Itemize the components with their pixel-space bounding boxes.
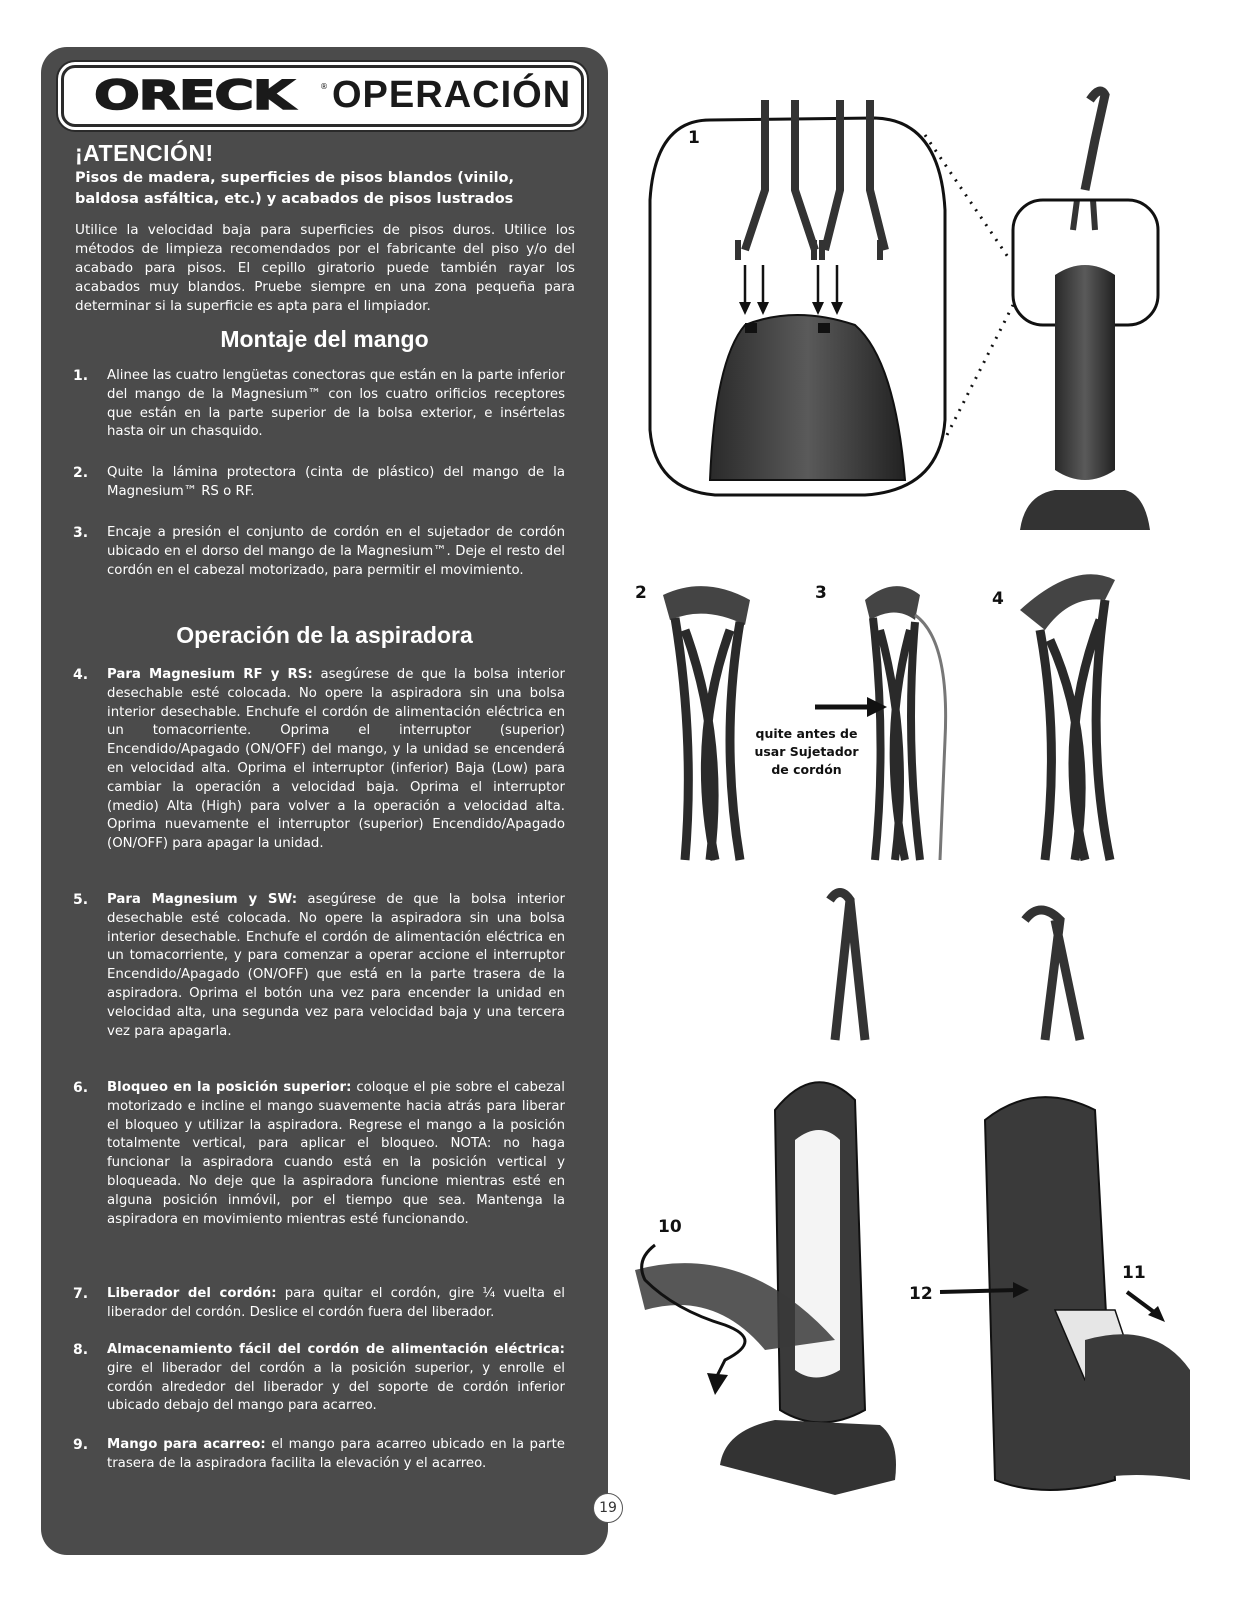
figure-label-2: 2 [635, 583, 647, 603]
step-5 [73, 891, 573, 1041]
step-body: asegúrese de que la bolsa interior desechable esté colocada. No opere la aspiradora sin una bolsa interior desechable. Enchufe el cordón de alimentación eléctrica en un tomacorriente. Oprima el interruptor (superior) Encendido/Apagado (ON/OFF) del mango, y la unidad se encenderá en velocidad alta. Oprima el interruptor (inferior) Baja (Low) para cambiar la operación a velocidad baja. Oprima el interruptor (medio) Alta (High) para volver a la operación a velocidad alta. Oprima nuevamente el interruptor (superior) Encendido/Apagado (ON/OFF) para apagar la unidad. [107, 667, 565, 852]
attention-subtitle: Pisos de madera, superficies de pisos blandos (vinilo, baldosa asfáltica, etc.) y acabados de pisos lustrados [75, 170, 515, 207]
step-lead: Para Magnesium y SW: [107, 892, 298, 907]
step-number: 7. [73, 1286, 89, 1302]
step-2 [73, 464, 573, 502]
step-text: Alinee las cuatro lengüetas conectoras que están en la parte inferior del mango de la Magnesium™ con los cuatro orificios receptores que están en la parte superior de la bolsa exterior, e insértelas hasta oir un chasquido. [107, 368, 565, 440]
step-1 [73, 367, 573, 442]
zoom-connector [947, 305, 1013, 435]
step-body: gire el liberador del cordón a la posición superior, y enrolle el cordón alrededor del liberador y del soporte de cordón inferior ubicado debajo del mango para acarreo. [107, 1360, 565, 1414]
figure-label-10: 10 [658, 1217, 682, 1237]
vacuum-open-bag [940, 910, 1190, 1490]
step-lead: Para Magnesium RF y RS: [107, 667, 313, 682]
illustrations [615, 40, 1220, 1520]
step-body: para quitar el cordón, gire ¼ vuelta el liberador del cordón. Deslice el cordón fuera del liberador. [107, 1286, 565, 1320]
instructions-panel [41, 47, 608, 1555]
cord-clip-callout: quite antes de usar Sujetador de cordón [754, 726, 859, 777]
step-7 [73, 1285, 573, 1323]
step-number: 8. [73, 1342, 89, 1358]
assembly-heading: Montaje del mango [220, 326, 429, 352]
registered-mark: ® [320, 82, 328, 91]
step-3 [73, 524, 573, 580]
step-text [107, 1436, 565, 1474]
step-number: 9. [73, 1437, 89, 1453]
figure-label-1: 1 [688, 128, 700, 148]
figure-3-handle [815, 586, 946, 860]
step-lead: Mango para acarreo: [107, 1437, 266, 1452]
step-text [107, 1285, 565, 1323]
step-number: 5. [73, 892, 89, 908]
step-number: 4. [73, 667, 89, 683]
step-text [107, 1341, 565, 1416]
figure-4-handle [1020, 574, 1115, 860]
step-lead: Bloqueo en la posición superior: [107, 1080, 352, 1095]
title-banner [61, 65, 584, 127]
step-text: Quite la lámina protectora (cinta de plástico) del mango de la Magnesium™ RS o RF. [107, 465, 565, 499]
figure-label-3: 3 [815, 583, 827, 603]
operation-heading: Operación de la aspiradora [176, 622, 473, 648]
step-body: el mango para acarreo ubicado en la parte trasera de la aspiradora facilita la elevación y el acarreo. [107, 1437, 565, 1471]
step-body: asegúrese de que la bolsa interior desechable esté colocada. No opere la aspiradora sin una bolsa interior desechable. Enchufe el cordón de alimentación eléctrica en un tomacorriente, y para comenzar a operar accione el interruptor Encendido/Apagado (ON/OFF) que está en la parte trasera de la aspiradora. Oprima el botón una vez para encender la unidad en velocidad alta, una segunda vez para velocidad baja y una tercera vez para apagarla. [107, 892, 565, 1039]
oreck-logo: ORECK [94, 73, 294, 119]
step-text [107, 666, 565, 854]
step-8 [73, 1341, 573, 1416]
step-lead: Almacenamiento fácil del cordón de alimentación eléctrica: [107, 1342, 565, 1357]
step-number: 6. [73, 1080, 89, 1096]
step-body: coloque el pie sobre el cabezal motorizado e incline el mango suavemente hacia atrás para liberar el bloqueo y utilizar la aspiradora. Regrese el mango a la posición totalmente vertical, para aplicar el bloqueo. NOTA: no haga funcionar la aspiradora cuando está en la posición vertical y bloqueada. No deje que la aspiradora funcione mientras esté en alguna posición inmóvil, por el tiempo que sea. Mantenga la aspiradora en movimiento mientras esté funcionando. [107, 1080, 565, 1227]
attention-body: Utilice la velocidad baja para superficies de pisos duros. Utilice los métodos de limpieza recomendados por el fabricante del piso y/o del acabado para pisos. El cepillo giratorio puede también rayar los acabados muy blandos. Pruebe siempre en una zona pequeña para determinar si la superficie es apta para el limpiador. [75, 222, 575, 314]
figure-2-handle [663, 586, 750, 860]
step-9 [73, 1436, 573, 1474]
page-number: 19 [593, 1493, 623, 1523]
attention-title: ¡ATENCIÓN! [75, 140, 214, 166]
step-number: 2. [73, 465, 89, 481]
figure-label-11: 11 [1122, 1263, 1146, 1283]
page-title: OPERACIÓN [332, 74, 572, 116]
step-text [107, 891, 565, 1041]
figure-label-12: 12 [909, 1284, 933, 1304]
step-number: 1. [73, 368, 89, 384]
step-lead: Liberador del cordón: [107, 1286, 277, 1301]
vacuum-large-reclining [635, 893, 896, 1496]
step-number: 3. [73, 525, 89, 541]
figure-1-detail [650, 100, 945, 495]
step-text: Encaje a presión el conjunto de cordón en el sujetador de cordón ubicado en el dorso del mango de la Magnesium™. Deje el resto del cordón en el cabezal motorizado, para permitir el movimiento. [107, 525, 565, 578]
step-text [107, 1079, 565, 1229]
step-6 [73, 1079, 573, 1229]
vacuum-full-small [1013, 91, 1158, 530]
figure-label-4: 4 [992, 589, 1004, 609]
step-4 [73, 666, 573, 854]
